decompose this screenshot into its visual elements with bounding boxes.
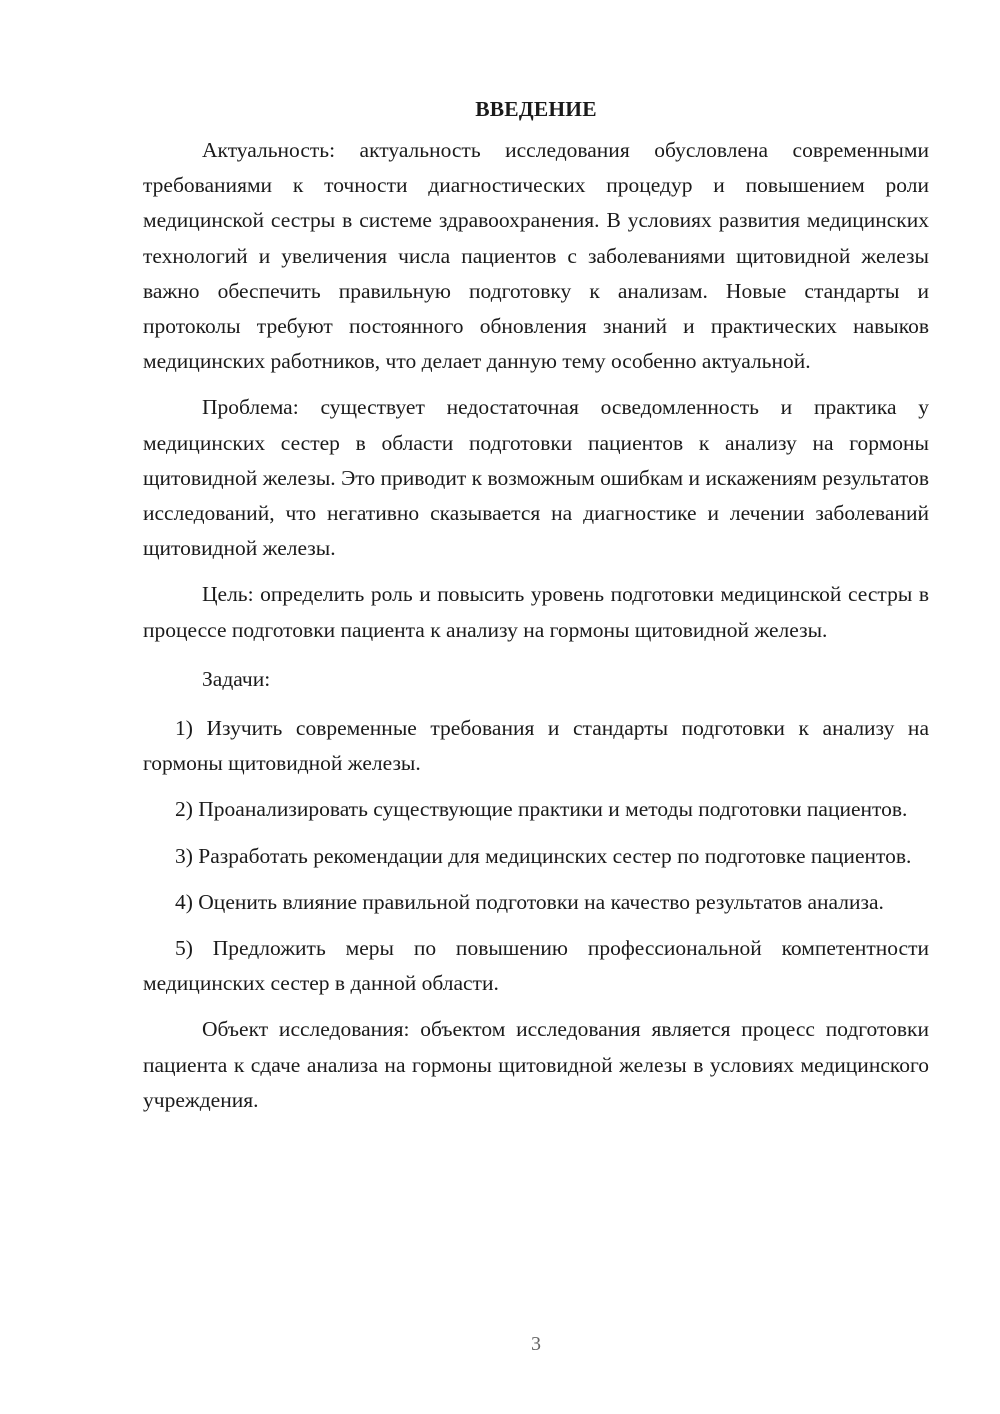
- relevance-paragraph: Актуальность: актуальность исследования обусловлена современными требованиями к точности диагностических процедур и повышением роли медицинской сестры в системе здравоохранения. В условиях развития медицинских технологий и увеличения числа пациентов с заболеваниями щитовидной железы важно обеспечить правильную подготовку к анализам. Новые стандарты и протоколы требуют постоянного обновления знаний и практических навыков медицинских работников, что делает данную тему особенно актуальной.: [143, 138, 929, 374]
- object-paragraph: Объект исследования: объектом исследования является процесс подготовки пациента к сдаче анализа на гормоны щитовидной железы в условиях медицинского учреждения.: [143, 1017, 929, 1112]
- task-item: 2) Проанализировать существующие практики и методы подготовки пациентов.: [175, 797, 908, 822]
- page-content: [143, 92, 929, 1118]
- goal-paragraph: Цель: определить роль и повысить уровень подготовки медицинской сестры в процессе подготовки пациента к анализу на гормоны щитовидной железы.: [143, 582, 929, 642]
- task-item: 4) Оценить влияние правильной подготовки на качество результатов анализа.: [175, 889, 884, 914]
- problem-paragraph: Проблема: существует недостаточная осведомленность и практика у медицинских сестер в области подготовки пациентов к анализу на гормоны щитовидной железы. Это приводит к возможным ошибкам и искажениям результатов исследований, что негативно сказывается на диагностике и лечении заболеваний щитовидной железы.: [143, 395, 929, 561]
- tasks-label: Задачи:: [202, 666, 271, 691]
- page-title: ВВЕДЕНИЕ: [475, 97, 597, 121]
- page-number: 3: [531, 1333, 541, 1355]
- task-item: 3) Разработать рекомендации для медицинских сестер по подготовке пациентов.: [175, 843, 912, 868]
- task-item: 1) Изучить современные требования и стандарты подготовки к анализу на гормоны щитовидной железы.: [143, 716, 929, 776]
- task-item: 5) Предложить меры по повышению профессиональной компетентности медицинских сестер в данной области.: [143, 936, 929, 996]
